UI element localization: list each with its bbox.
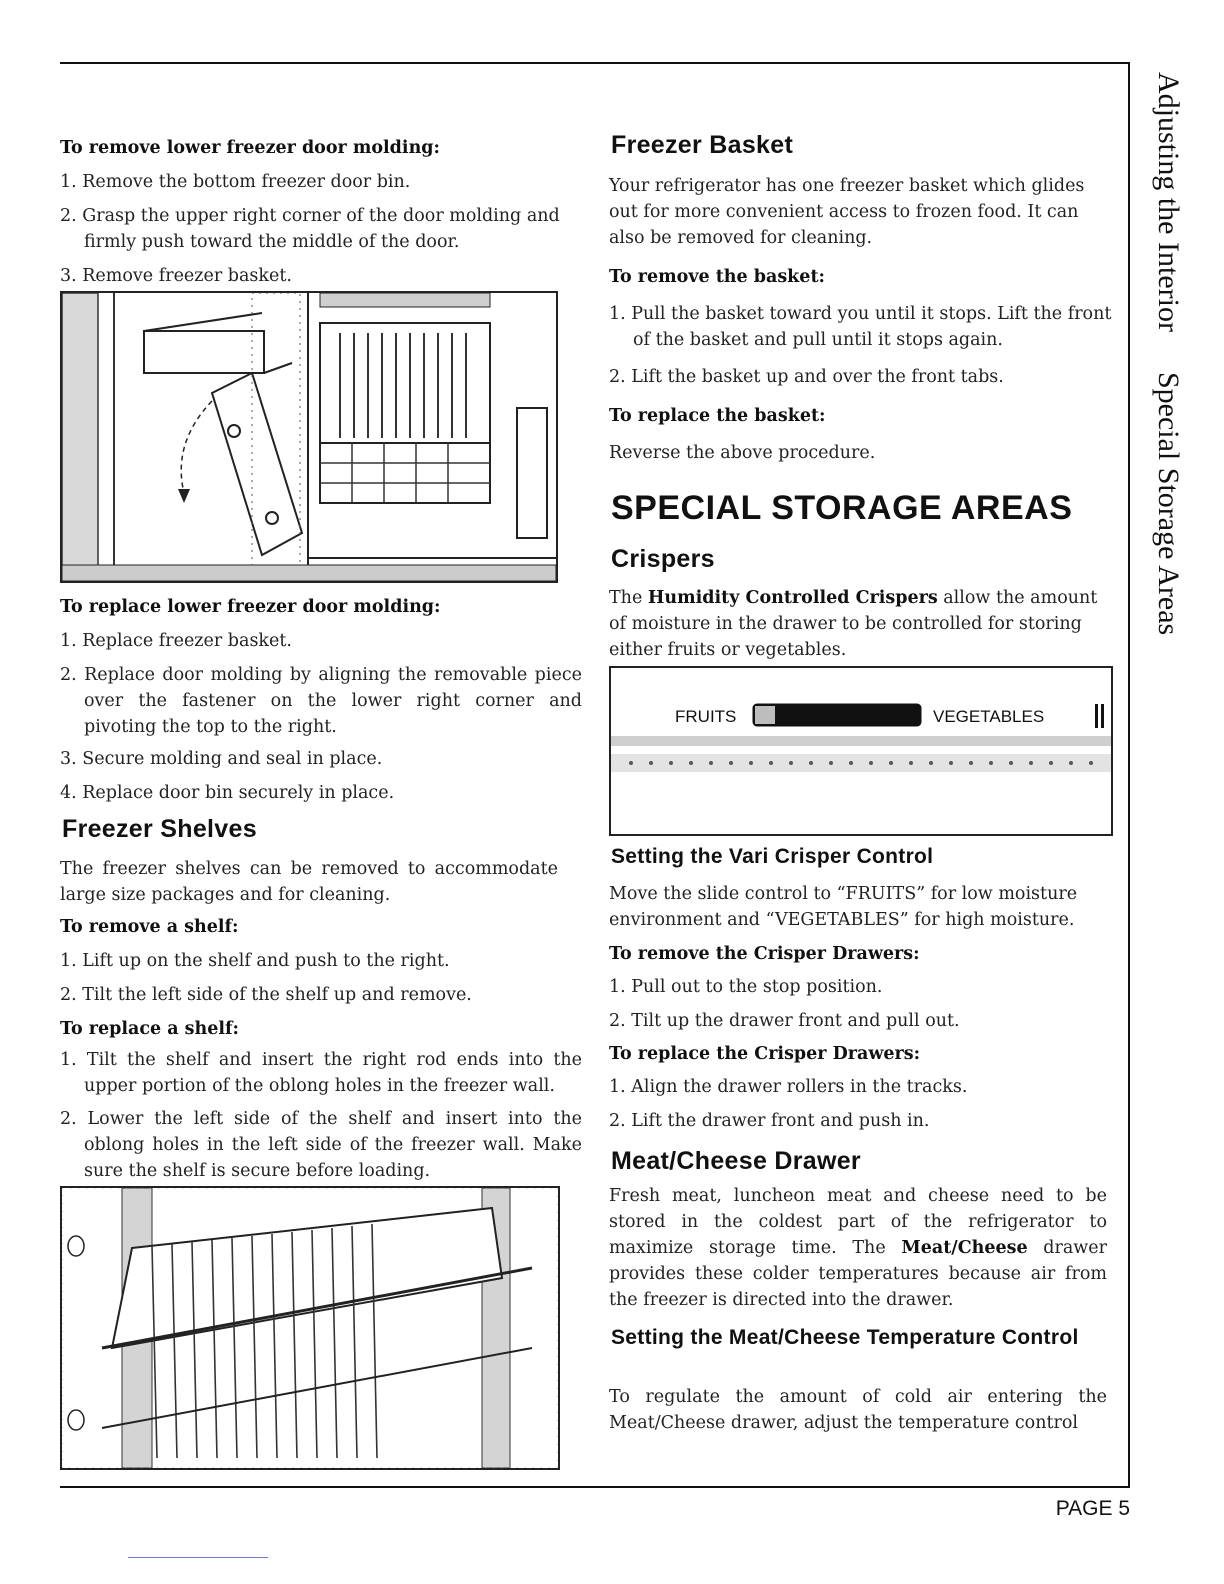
crispers-title: Crispers [611,545,715,573]
meat-cheese-text: Fresh meat, luncheon meat and cheese need to be stored in the coldest part of the refrigerator to maximize storage time. The Meat/Cheese drawer provides these colder temperatures because air from the freezer is directed into the drawer. [609,1186,1107,1310]
remove-shelf-step-2: 2. Tilt the left side of the shelf up and remove. [60,985,472,1005]
freezer-shelves-title: Freezer Shelves [62,815,257,843]
remove-shelf-step-1: 1. Lift up on the shelf and push to the right. [60,951,450,971]
vegetables-label: VEGETABLES [933,707,1045,726]
meat-cheese-title: Meat/Cheese Drawer [611,1147,861,1175]
meat-cheese-temp-title: Setting the Meat/Cheese Temperature Control [611,1326,1079,1349]
side-section-tab [1138,72,1198,1072]
remove-crisper-heading: To remove the Crisper Drawers: [609,944,920,964]
replace-crisper-heading: To replace the Crisper Drawers: [609,1044,921,1064]
replace-molding-heading: To replace lower freezer door molding: [60,597,441,617]
replace-shelf-heading: To replace a shelf: [60,1019,240,1039]
crispers-intro: The Humidity Controlled Crispers allow the amount of moisture in the drawer to be controlled for storing either fruits or vegetables. [609,588,1098,660]
remove-basket-step-1: 1. Pull the basket toward you until it stops. Lift the front of the basket and pull until it stops again. [609,304,1112,350]
remove-molding-step-1: 1. Remove the bottom freezer door bin. [60,172,411,192]
shelf-illustration [60,1186,560,1470]
right-vertical-rule [1128,62,1130,1486]
freezer-shelves-intro: The freezer shelves can be removed to accommodate large size packages and for cleaning. [60,859,558,905]
vari-crisper-slider-knob [755,706,775,724]
footer-link-line [128,1557,268,1558]
molding-illustration [60,291,558,583]
replace-molding-step-3: 3. Secure molding and seal in place. [60,749,383,769]
replace-molding-step-2: 2. Replace door molding by aligning the removable piece over the fastener on the lower right corner and pivoting the top to the right. [60,665,582,737]
remove-basket-heading: To remove the basket: [609,267,825,287]
replace-basket-heading: To replace the basket: [609,406,826,426]
vari-crisper-slider-track [753,704,921,726]
fruits-label: FRUITS [675,707,737,726]
page-number: PAGE 5 [1055,1497,1130,1520]
vari-crisper-title: Setting the Vari Crisper Control [611,845,934,868]
remove-basket-step-2: 2. Lift the basket up and over the front tabs. [609,367,1004,387]
freezer-basket-intro: Your refrigerator has one freezer basket which glides out for more convenient access to frozen food. It can also be removed for cleaning. [609,176,1085,248]
replace-basket-text: Reverse the above procedure. [609,443,876,463]
meat-cheese-term: Meat/Cheese [901,1238,1028,1258]
replace-molding-step-4: 4. Replace door bin securely in place. [60,783,395,803]
vari-crisper-text: Move the slide control to “FRUITS” for low moisture environment and “VEGETABLES” for high moisture. [609,884,1078,930]
replace-crisper-step-1: 1. Align the drawer rollers in the tracks. [609,1077,968,1097]
remove-molding-heading: To remove lower freezer door molding: [60,138,440,158]
replace-molding-step-1: 1. Replace freezer basket. [60,631,292,651]
remove-crisper-step-2: 2. Tilt up the drawer front and pull out. [609,1011,960,1031]
replace-crisper-step-2: 2. Lift the drawer front and push in. [609,1111,930,1131]
bottom-rule [60,1486,1130,1488]
side-tab-special: Special Storage Areas [1152,371,1185,636]
remove-crisper-step-1: 1. Pull out to the stop position. [609,977,883,997]
replace-shelf-step-2: 2. Lower the left side of the shelf and insert into the oblong holes in the left side of the freezer wall. Make sure the shelf is secure before loading. [60,1109,582,1181]
top-rule [60,62,1130,64]
remove-shelf-heading: To remove a shelf: [60,917,239,937]
side-tab-adjusting: Adjusting the Interior [1152,72,1185,332]
crisper-control-illustration [609,666,1113,836]
humidity-crispers-term: Humidity Controlled Crispers [647,588,938,608]
remove-molding-step-3: 3. Remove freezer basket. [60,266,292,286]
replace-shelf-step-1: 1. Tilt the shelf and insert the right rod ends into the upper portion of the oblong holes in the freezer wall. [60,1050,582,1096]
remove-molding-step-2: 2. Grasp the upper right corner of the door molding and firmly push toward the middle of the door. [60,206,560,252]
special-storage-title: SPECIAL STORAGE AREAS [611,489,1073,527]
meat-cheese-temp-text: To regulate the amount of cold air entering the Meat/Cheese drawer, adjust the temperature control [609,1387,1107,1433]
freezer-basket-title: Freezer Basket [611,131,794,159]
